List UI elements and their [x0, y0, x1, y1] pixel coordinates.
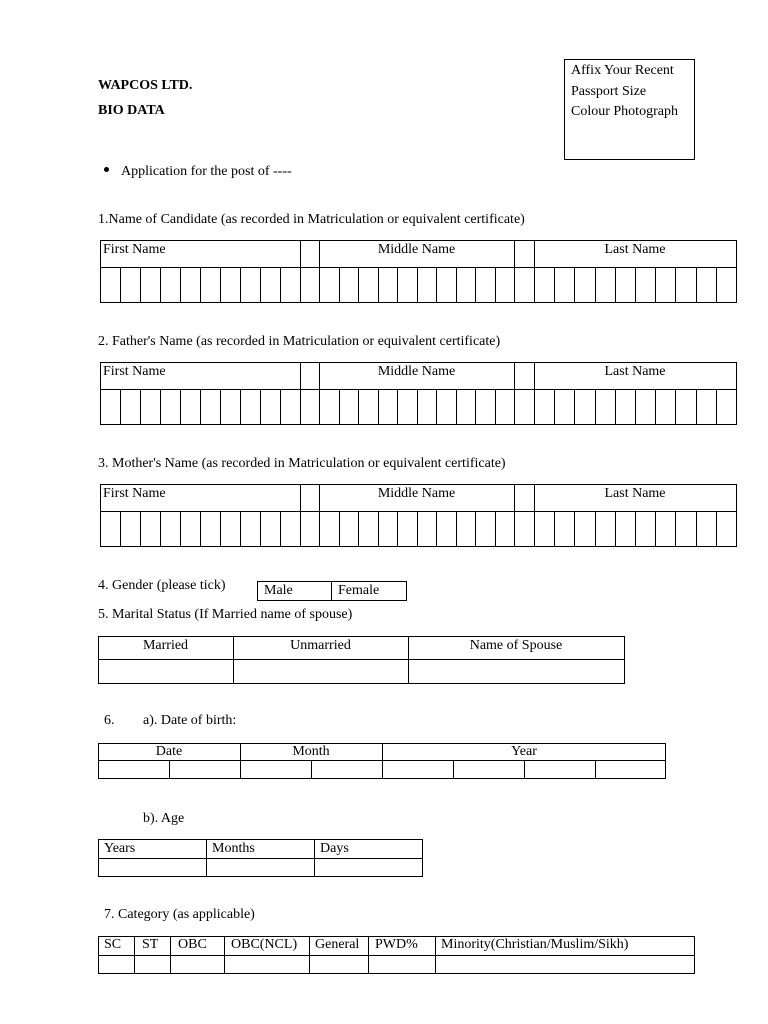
last-name-char-cell[interactable]	[555, 390, 574, 424]
dob-date-header: Date	[155, 744, 183, 759]
last-name-char-cell[interactable]	[636, 268, 655, 302]
middle-name-char-cell[interactable]	[496, 512, 515, 546]
first-name-char-cell[interactable]	[121, 390, 140, 424]
marital-unmarried-header: Unmarried	[290, 638, 351, 653]
category-sc-cell[interactable]	[99, 956, 134, 973]
age-days-input-cell[interactable]	[315, 859, 422, 876]
first-name-char-cell[interactable]	[181, 512, 200, 546]
last-name-char-cell[interactable]	[697, 512, 716, 546]
last-name-char-cell[interactable]	[616, 268, 635, 302]
last-name-char-cell[interactable]	[575, 512, 594, 546]
last-name-char-cell[interactable]	[596, 268, 615, 302]
q2-label: 2. Father's Name (as recorded in Matriculation or equivalent certificate)	[98, 334, 501, 349]
marital-status-table	[98, 636, 625, 684]
last-name-char-cell[interactable]	[636, 512, 655, 546]
category-st-header: ST	[142, 937, 159, 952]
first-name-char-cell[interactable]	[261, 268, 280, 302]
q5-label: 5. Marital Status (If Married name of spouse)	[98, 607, 353, 622]
middle-name-char-cell[interactable]	[457, 390, 476, 424]
organization-name: WAPCOS LTD.	[98, 78, 193, 93]
dob-year-header: Year	[511, 744, 537, 759]
dob-year-digit-cell[interactable]	[596, 761, 665, 778]
first-name-header: First Name	[103, 486, 166, 501]
middle-name-char-cell[interactable]	[379, 512, 398, 546]
first-name-char-cell[interactable]	[101, 512, 120, 546]
q1-label: 1.Name of Candidate (as recorded in Matriculation or equivalent certificate)	[98, 212, 525, 227]
category-minority-header: Minority(Christian/Muslim/Sikh)	[441, 937, 629, 952]
middle-name-char-cell[interactable]	[418, 390, 437, 424]
first-name-char-cell[interactable]	[161, 268, 180, 302]
category-table	[98, 936, 695, 974]
last-name-char-cell[interactable]	[575, 268, 594, 302]
first-name-char-cell[interactable]	[181, 390, 200, 424]
middle-name-char-cell[interactable]	[496, 268, 515, 302]
q6-number: 6.	[104, 713, 115, 728]
last-name-char-cell[interactable]	[697, 268, 716, 302]
middle-name-char-cell[interactable]	[340, 268, 359, 302]
photo-instruction-line-2: Passport Size	[571, 83, 647, 99]
dob-table	[98, 743, 666, 779]
middle-name-char-cell[interactable]	[437, 268, 456, 302]
last-name-char-cell[interactable]	[555, 268, 574, 302]
category-minority-cell[interactable]	[436, 956, 694, 973]
first-name-char-cell[interactable]	[241, 268, 260, 302]
last-name-char-cell[interactable]	[535, 268, 554, 302]
middle-name-char-cell[interactable]	[340, 390, 359, 424]
dob-year-digit-cell[interactable]	[454, 761, 524, 778]
middle-name-char-cell[interactable]	[359, 268, 378, 302]
middle-name-char-cell[interactable]	[437, 390, 456, 424]
photo-placeholder-box[interactable]	[564, 59, 695, 160]
middle-name-char-cell[interactable]	[359, 512, 378, 546]
first-name-char-cell[interactable]	[241, 390, 260, 424]
last-name-char-cell[interactable]	[697, 390, 716, 424]
last-name-char-cell[interactable]	[636, 390, 655, 424]
category-obc-cell[interactable]	[171, 956, 224, 973]
middle-name-char-cell[interactable]	[418, 268, 437, 302]
middle-name-char-cell[interactable]	[320, 390, 339, 424]
q6a-label: a). Date of birth:	[143, 713, 237, 728]
middle-name-header: Middle Name	[377, 486, 456, 501]
first-name-char-cell[interactable]	[281, 512, 300, 546]
last-name-char-cell[interactable]	[717, 512, 736, 546]
middle-name-char-cell[interactable]	[398, 512, 417, 546]
dob-date-digit-cell[interactable]	[99, 761, 169, 778]
middle-name-char-cell[interactable]	[418, 512, 437, 546]
bullet-icon	[104, 167, 109, 172]
first-name-char-cell[interactable]	[221, 268, 240, 302]
last-name-char-cell[interactable]	[656, 512, 675, 546]
first-name-char-cell[interactable]	[261, 512, 280, 546]
middle-name-char-cell[interactable]	[437, 512, 456, 546]
first-name-header: First Name	[103, 364, 166, 379]
middle-name-char-cell[interactable]	[340, 512, 359, 546]
category-st-cell[interactable]	[135, 956, 170, 973]
first-name-char-cell[interactable]	[201, 268, 220, 302]
middle-name-char-cell[interactable]	[476, 390, 495, 424]
first-name-char-cell[interactable]	[141, 512, 160, 546]
first-name-char-cell[interactable]	[121, 512, 140, 546]
age-table	[98, 839, 423, 877]
last-name-char-cell[interactable]	[596, 390, 615, 424]
last-name-char-cell[interactable]	[535, 512, 554, 546]
last-name-char-cell[interactable]	[555, 512, 574, 546]
category-sc-header: SC	[104, 937, 122, 952]
first-name-char-cell[interactable]	[121, 268, 140, 302]
last-name-char-cell[interactable]	[676, 268, 695, 302]
gender-table	[257, 581, 407, 601]
last-name-char-cell[interactable]	[575, 390, 594, 424]
age-years-input-cell[interactable]	[99, 859, 206, 876]
middle-name-char-cell[interactable]	[359, 390, 378, 424]
last-name-char-cell[interactable]	[717, 268, 736, 302]
age-years-header: Years	[104, 841, 136, 856]
photo-instruction-line-1: Affix Your Recent	[571, 63, 674, 78]
first-name-char-cell[interactable]	[201, 390, 220, 424]
middle-name-char-cell[interactable]	[457, 268, 476, 302]
middle-name-char-cell[interactable]	[320, 512, 339, 546]
middle-name-char-cell[interactable]	[496, 390, 515, 424]
first-name-char-cell[interactable]	[161, 390, 180, 424]
dob-year-digit-cell[interactable]	[383, 761, 453, 778]
last-name-char-cell[interactable]	[535, 390, 554, 424]
gender-option-male[interactable]: Male	[264, 583, 293, 598]
last-name-char-cell[interactable]	[717, 390, 736, 424]
dob-month-digit-cell[interactable]	[312, 761, 382, 778]
spouse-name-header: Name of Spouse	[469, 638, 563, 653]
age-months-header: Months	[212, 841, 255, 856]
first-name-char-cell[interactable]	[141, 390, 160, 424]
age-days-header: Days	[320, 841, 349, 856]
middle-name-char-cell[interactable]	[320, 268, 339, 302]
first-name-char-cell[interactable]	[281, 390, 300, 424]
dob-month-digit-cell[interactable]	[241, 761, 311, 778]
middle-name-char-cell[interactable]	[398, 390, 417, 424]
last-name-char-cell[interactable]	[676, 390, 695, 424]
category-pwd-header: PWD%	[375, 937, 418, 952]
category-pwd-cell[interactable]	[369, 956, 435, 973]
first-name-char-cell[interactable]	[181, 268, 200, 302]
last-name-header: Last Name	[604, 364, 666, 379]
first-name-char-cell[interactable]	[221, 512, 240, 546]
married-input-cell[interactable]	[99, 660, 233, 683]
category-obc-header: OBC	[178, 937, 207, 952]
document-title: BIO DATA	[98, 103, 165, 118]
dob-date-digit-cell[interactable]	[170, 761, 240, 778]
middle-name-header: Middle Name	[377, 364, 456, 379]
father-name-grid[interactable]	[100, 362, 737, 425]
middle-name-header: Middle Name	[377, 242, 456, 257]
photo-instruction-line-3: Colour Photograph	[571, 104, 678, 119]
middle-name-char-cell[interactable]	[476, 512, 495, 546]
last-name-header: Last Name	[604, 242, 666, 257]
first-name-char-cell[interactable]	[101, 390, 120, 424]
q4-label: 4. Gender (please tick)	[98, 578, 226, 593]
category-obc-ncl-header: OBC(NCL)	[231, 937, 298, 952]
category-general-cell[interactable]	[310, 956, 368, 973]
middle-name-char-cell[interactable]	[379, 268, 398, 302]
gender-option-female[interactable]: Female	[338, 583, 380, 598]
spouse-name-input-cell[interactable]	[409, 660, 624, 683]
middle-name-char-cell[interactable]	[476, 268, 495, 302]
first-name-char-cell[interactable]	[161, 512, 180, 546]
dob-year-digit-cell[interactable]	[525, 761, 595, 778]
last-name-char-cell[interactable]	[616, 390, 635, 424]
unmarried-input-cell[interactable]	[234, 660, 408, 683]
first-name-char-cell[interactable]	[101, 268, 120, 302]
first-name-header: First Name	[103, 242, 166, 257]
first-name-char-cell[interactable]	[201, 512, 220, 546]
first-name-char-cell[interactable]	[141, 268, 160, 302]
marital-married-header: Married	[142, 638, 189, 653]
application-post-line	[104, 165, 292, 179]
candidate-name-grid[interactable]	[100, 240, 737, 303]
first-name-char-cell[interactable]	[221, 390, 240, 424]
first-name-char-cell[interactable]	[261, 390, 280, 424]
last-name-header: Last Name	[604, 486, 666, 501]
category-obc-ncl-cell[interactable]	[225, 956, 309, 973]
category-general-header: General	[315, 937, 360, 952]
last-name-char-cell[interactable]	[656, 390, 675, 424]
middle-name-char-cell[interactable]	[379, 390, 398, 424]
q6b-label: b). Age	[143, 811, 185, 826]
middle-name-char-cell[interactable]	[398, 268, 417, 302]
dob-month-header: Month	[292, 744, 330, 759]
last-name-char-cell[interactable]	[596, 512, 615, 546]
first-name-char-cell[interactable]	[241, 512, 260, 546]
q7-label: 7. Category (as applicable)	[104, 907, 255, 922]
last-name-char-cell[interactable]	[616, 512, 635, 546]
first-name-char-cell[interactable]	[281, 268, 300, 302]
q3-label: 3. Mother's Name (as recorded in Matriculation or equivalent certificate)	[98, 456, 506, 471]
last-name-char-cell[interactable]	[656, 268, 675, 302]
last-name-char-cell[interactable]	[676, 512, 695, 546]
application-post-text: Application for the post of ----	[121, 164, 292, 179]
age-months-input-cell[interactable]	[207, 859, 314, 876]
middle-name-char-cell[interactable]	[457, 512, 476, 546]
mother-name-grid[interactable]	[100, 484, 737, 547]
